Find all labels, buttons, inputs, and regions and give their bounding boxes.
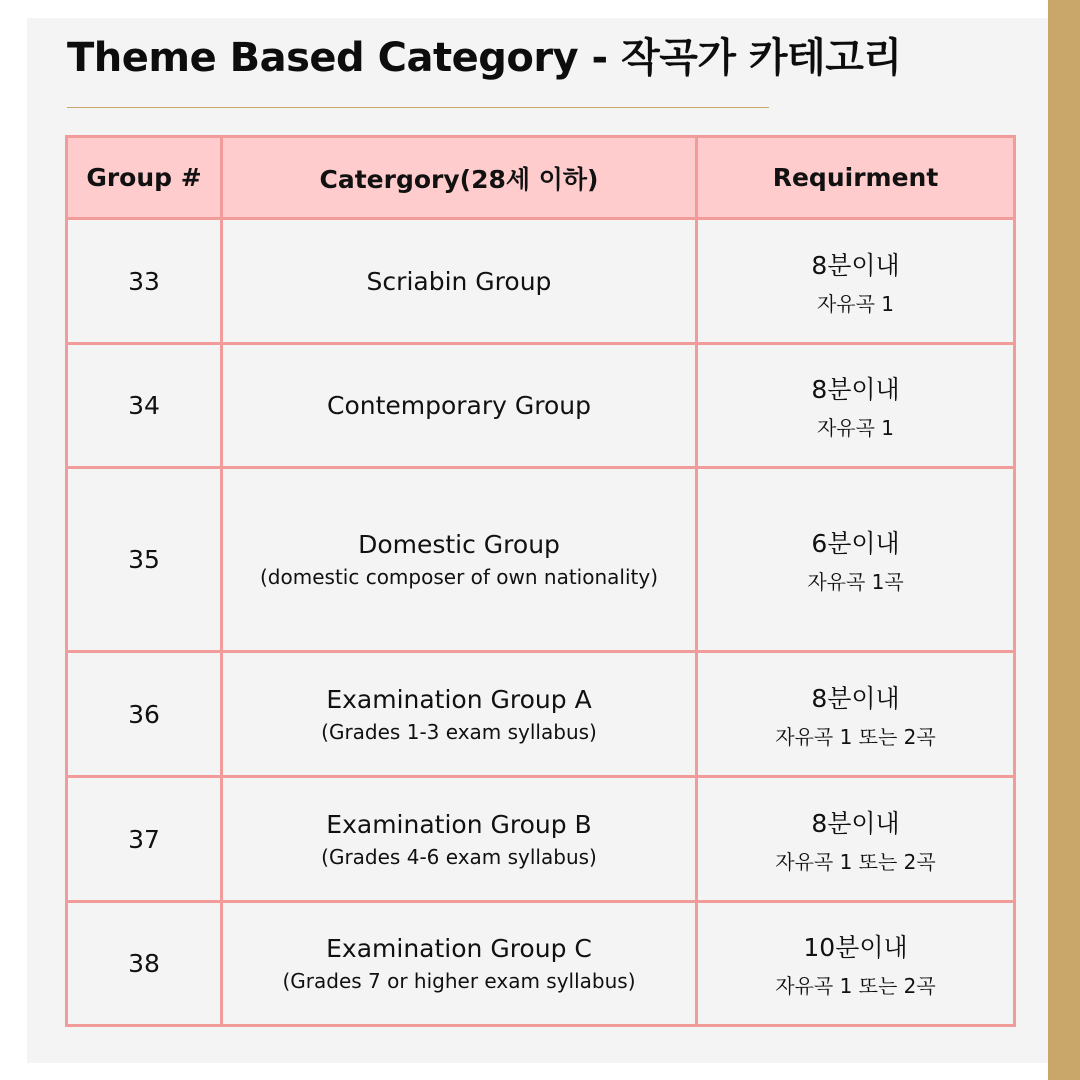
category-name: Domestic Group <box>358 530 560 559</box>
category-name: Examination Group C <box>326 934 592 963</box>
time-limit: 8분이내 <box>811 250 900 280</box>
time-limit: 8분이내 <box>811 375 900 404</box>
group-number-cell: 34 <box>67 344 222 468</box>
table-row <box>67 902 1015 1026</box>
requirement-cell <box>697 468 1015 652</box>
category-note: (Grades 1-3 exam syllabus) <box>321 719 597 744</box>
group-number-cell: 35 <box>67 468 222 652</box>
page-title: Theme Based Category - 작곡가 카테고리 <box>67 35 902 81</box>
piece-count: 자유곡 1 <box>816 416 895 440</box>
table-row <box>67 652 1015 777</box>
category-cell <box>222 777 697 902</box>
header-requirement: Requirment <box>697 137 1015 219</box>
header-group-number: Group # <box>67 137 222 219</box>
time-limit: 8분이내 <box>811 683 900 713</box>
table-header-row <box>67 137 1015 219</box>
piece-count: 자유곡 1 또는 2곡 <box>775 974 936 998</box>
table-row <box>67 344 1015 468</box>
category-name: Examination Group B <box>326 809 592 839</box>
category-cell <box>222 344 697 468</box>
category-note: (domestic composer of own nationality) <box>260 565 658 589</box>
group-number-cell: 36 <box>67 652 222 777</box>
category-name: Scriabin Group <box>366 266 552 296</box>
header-category: Catergory(28세 이하) <box>222 137 697 219</box>
requirement-cell <box>697 902 1015 1026</box>
title-underline <box>67 107 769 108</box>
piece-count: 자유곡 1 또는 2곡 <box>775 724 936 749</box>
category-note: (Grades 4-6 exam syllabus) <box>321 844 597 869</box>
group-number-cell: 37 <box>67 777 222 902</box>
category-cell <box>222 652 697 777</box>
time-limit: 10분이내 <box>803 933 908 962</box>
requirement-cell <box>697 344 1015 468</box>
category-cell <box>222 902 697 1026</box>
group-number-cell: 33 <box>67 219 222 344</box>
category-note: (Grades 7 or higher exam syllabus) <box>282 969 636 993</box>
requirement-cell <box>697 652 1015 777</box>
gold-side-bar <box>1048 0 1080 1080</box>
piece-count: 자유곡 1곡 <box>807 570 904 594</box>
table-row <box>67 468 1015 652</box>
category-name: Examination Group A <box>326 684 592 714</box>
category-name: Contemporary Group <box>326 391 592 420</box>
piece-count: 자유곡 1 <box>816 291 895 316</box>
requirement-cell <box>697 219 1015 344</box>
piece-count: 자유곡 1 또는 2곡 <box>775 849 936 874</box>
category-table <box>65 135 1016 1027</box>
group-number-cell: 38 <box>67 902 222 1026</box>
time-limit: 8분이내 <box>811 808 900 838</box>
category-cell <box>222 219 697 344</box>
category-cell <box>222 468 697 652</box>
requirement-cell <box>697 777 1015 902</box>
table-row <box>67 777 1015 902</box>
time-limit: 6분이내 <box>811 529 900 558</box>
table-row <box>67 219 1015 344</box>
